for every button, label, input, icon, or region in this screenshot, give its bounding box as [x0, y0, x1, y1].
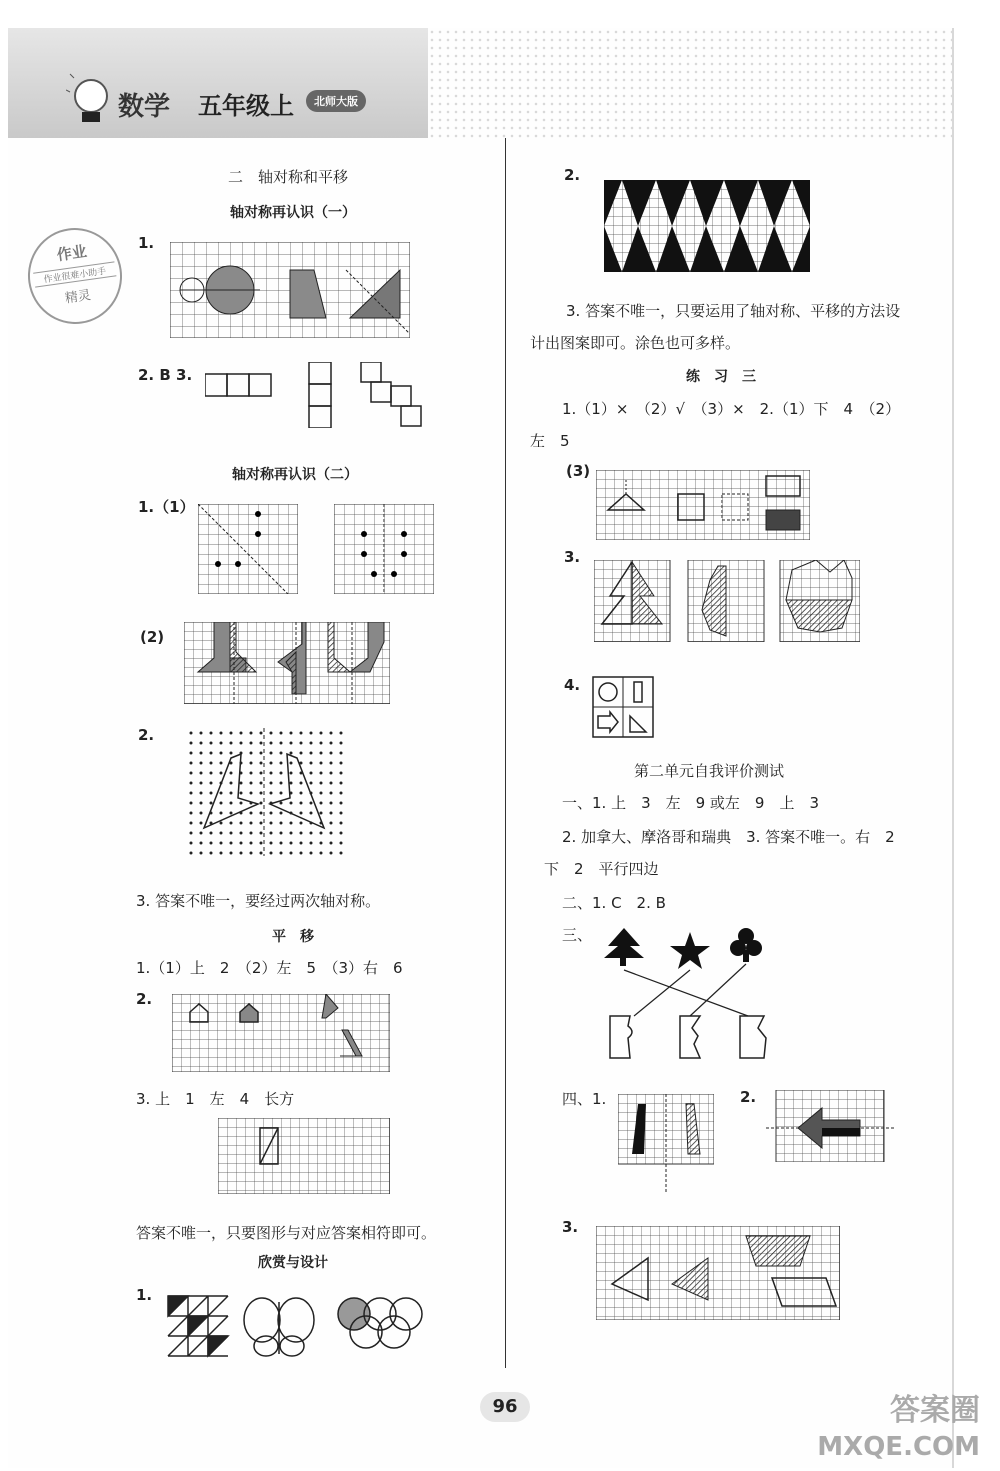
answer-line: 计出图案即可。涂色也可多样。 — [530, 334, 741, 352]
grid-figure-arrow — [766, 1090, 896, 1162]
grid-figure-symmetry-3 — [594, 560, 860, 642]
dot-grid-figure — [186, 728, 346, 856]
diamond-pattern-figure — [604, 180, 810, 272]
question-number: 2. — [740, 1088, 757, 1106]
lightbulb-icon — [66, 72, 116, 132]
answer-line: 3. 答案不唯一，只要运用了轴对称、平移的方法设 — [566, 302, 901, 320]
header-dots — [428, 28, 952, 138]
grid-figure-axis-symmetry — [170, 242, 410, 338]
watermark-logo: 答案圈 — [890, 1393, 980, 1428]
question-number: 2. — [136, 990, 153, 1008]
answer-line: 下 2 平行四边 — [544, 860, 659, 878]
icon-grid-four — [592, 676, 654, 738]
section-title: 欣赏与设计 — [258, 1255, 328, 1271]
grid-figure-test-1 — [618, 1094, 714, 1194]
answer-line: 3. 答案不唯一，要经过两次轴对称。 — [136, 892, 381, 910]
grid-figure-translation-2 — [596, 470, 810, 540]
answer-line: 1.（1）上 2 （2）左 5 （3）右 6 — [136, 959, 403, 977]
answer-line: 左 5 — [530, 432, 570, 450]
stamp-seal: 作业 作业很难小助手 精灵 — [22, 222, 128, 330]
grid-figure-rectangle — [218, 1118, 390, 1194]
answer-line: 一、1. 上 3 左 9 或左 9 上 3 — [562, 794, 820, 812]
grid-figure-symmetric-shapes — [184, 622, 390, 704]
grid-figure-points-1 — [198, 504, 298, 594]
matching-figures — [600, 924, 780, 1066]
answer-line: 1.（1）× （2）√ （3）× 2.（1）下 4 （2） — [562, 400, 901, 418]
question-number: 3. — [562, 1218, 579, 1236]
answer-note: 答案不唯一，只要图形与对应答案相符即可。 — [136, 1224, 437, 1242]
question-number: 1. — [138, 234, 155, 252]
question-number: (3) — [566, 462, 591, 480]
section-title: 平 移 — [272, 929, 314, 945]
column-divider — [505, 138, 506, 1368]
header-edition-badge: 北师大版 — [306, 90, 366, 112]
section-title: 第二单元自我评价测试 — [634, 762, 785, 780]
question-number: 1. — [136, 1286, 153, 1304]
answer-line: 2. 加拿大、摩洛哥和瑞典 3. 答案不唯一。右 2 — [562, 828, 895, 846]
question-number: (2) — [140, 628, 165, 646]
design-figures — [166, 1292, 436, 1358]
question-number: 4. — [564, 676, 581, 694]
answer-line: 3. 上 1 左 4 长方 — [136, 1090, 295, 1108]
answer-line: 2. B 3. — [138, 366, 193, 384]
answer-line: 三、 — [562, 926, 593, 944]
question-number: 2. — [564, 166, 581, 184]
grid-figure-test-3 — [596, 1226, 840, 1320]
page-number: 96 — [480, 1392, 530, 1422]
section-title: 练 习 三 — [686, 369, 756, 385]
watermark-url: MXQE.COM — [817, 1432, 980, 1462]
grid-figure-points-2 — [334, 504, 434, 594]
question-number: 1.（1） — [138, 498, 195, 516]
section-title: 轴对称再认识（二） — [232, 467, 358, 483]
section-title: 轴对称再认识（一） — [230, 205, 356, 221]
grid-figure-translation — [172, 994, 390, 1072]
chapter-title: 二 轴对称和平移 — [228, 168, 349, 186]
cube-net-figures — [205, 362, 430, 428]
header-grade: 五年级上 — [198, 92, 294, 120]
question-number: 3. — [564, 548, 581, 566]
question-number: 四、1. — [562, 1090, 607, 1108]
question-number: 2. — [138, 726, 155, 744]
header-subject: 数学 — [118, 92, 171, 122]
answer-line: 二、1. C 2. B — [562, 894, 666, 912]
